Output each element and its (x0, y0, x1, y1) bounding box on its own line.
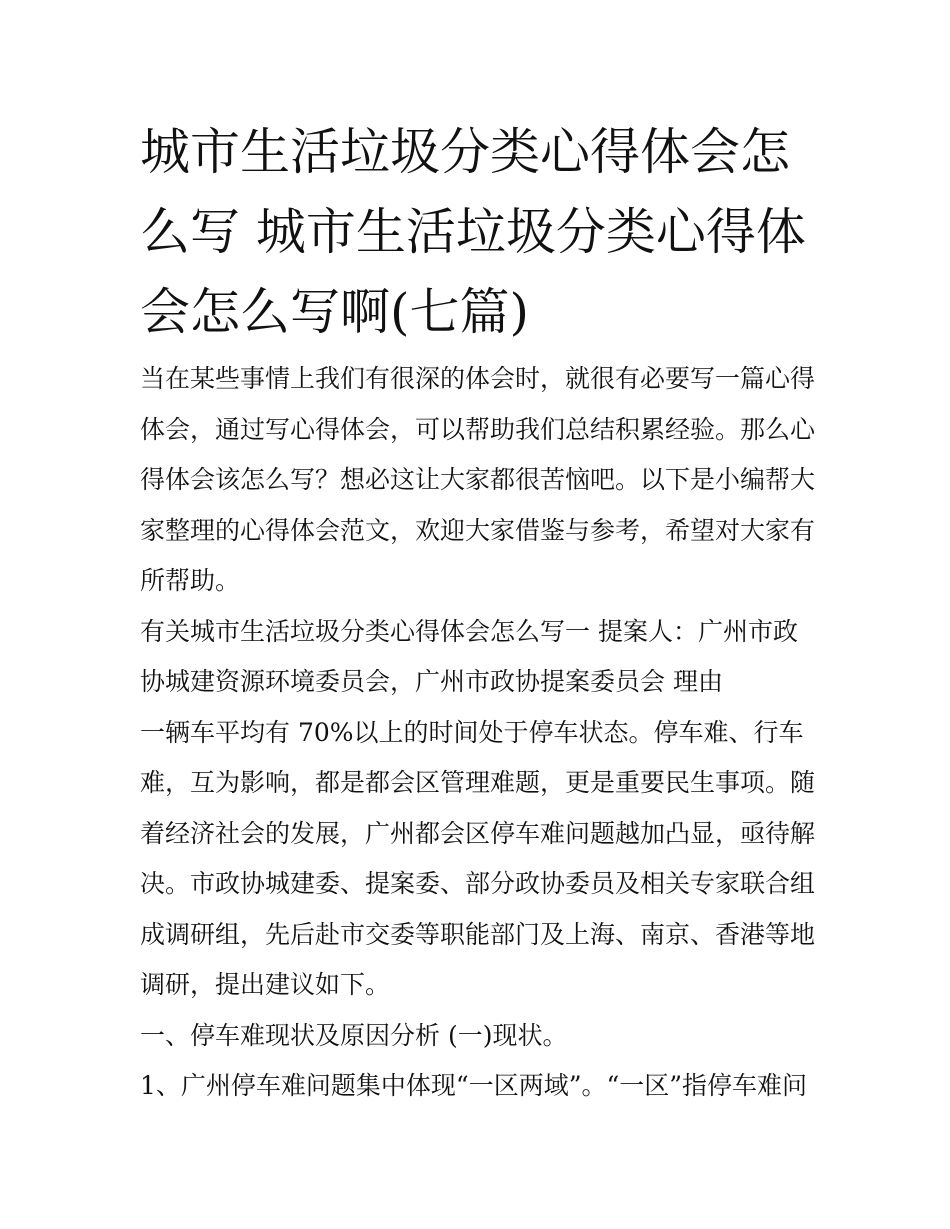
body-line: 有关城市生活垃圾分类心得体会怎么写一 提案人：广州市政 (140, 616, 798, 646)
body-line: 调研，提出建议如下。 (140, 970, 391, 999)
body-line: 成调研组，先后赴市交委等职能部门及上海、南京、香港等地 (140, 919, 816, 949)
body-line: 协城建资源环境委员会，广州市政协提案委员会 理由 (140, 667, 723, 696)
body-line: 所帮助。 (140, 566, 241, 595)
title-line: 城市生活垃圾分类心得体会怎 (140, 123, 790, 181)
body-line: 体会，通过写心得体会，可以帮助我们总结积累经验。那么心 (140, 414, 816, 444)
title-line: 会怎么写啊(七篇) (140, 283, 530, 341)
body-line: 决。市政协城建委、提案委、部分政协委员及相关专家联合组 (140, 869, 816, 898)
body-line: 着经济社会的发展，广州都会区停车难问题越加凸显，亟待解 (140, 818, 816, 848)
body-line: 得体会该怎么写？想必这让大家都很苦恼吧。以下是小编帮大 (140, 465, 816, 494)
body-line: 家整理的心得体会范文，欢迎大家借鉴与参考，希望对大家有 (140, 515, 816, 545)
body-line: 当在某些事情上我们有很深的体会时，就很有必要写一篇心得 (140, 364, 816, 393)
body-line: 难，互为影响，都是都会区管理难题，更是重要民生事项。随 (140, 768, 816, 797)
document-body (140, 354, 820, 1112)
body-line: 1、广州停车难问题集中体现“一区两域”。“一区”指停车难问 (140, 1071, 808, 1100)
document-title (140, 112, 820, 352)
body-line: 一、停车难现状及原因分析 (一)现状。 (140, 1020, 568, 1050)
title-line: 么写 城市生活垃圾分类心得体 (140, 203, 806, 261)
body-line: 一辆车平均有 70%以上的时间处于停车状态。停车难、行车 (140, 717, 804, 747)
